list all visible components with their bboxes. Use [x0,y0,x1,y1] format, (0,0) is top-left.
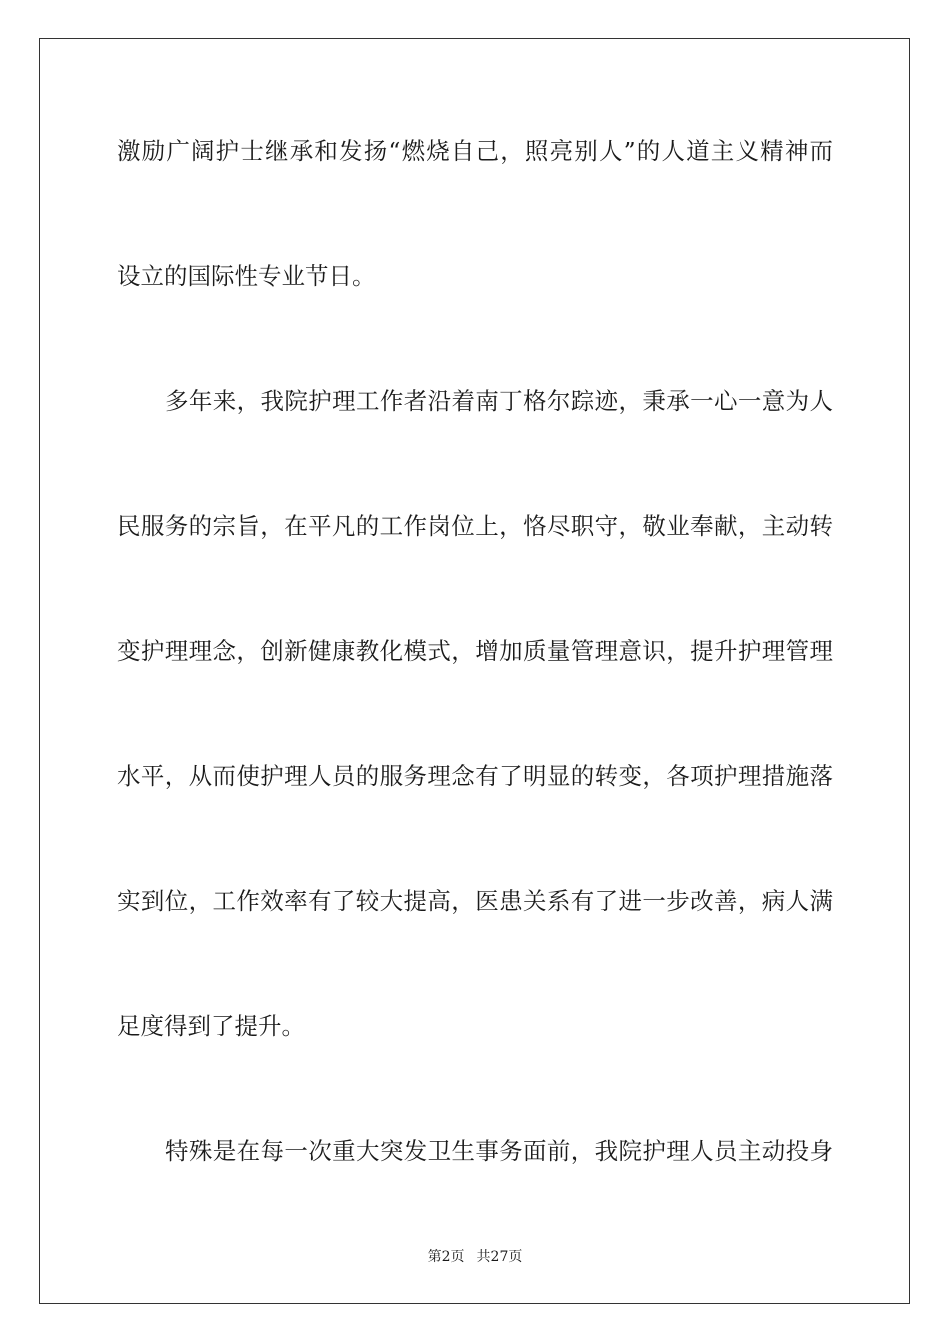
paragraph-line: 设立的国际性专业节日。 [117,262,376,290]
paragraph-line: 实到位，工作效率有了较大提高，医患关系有了进一步改善，病人满 [117,887,833,915]
page-number: 第2页 [427,1249,465,1265]
total-pages: 共27页 [476,1249,523,1265]
paragraph-line: 特殊是在每一次重大突发卫生事务面前，我院护理人员主动投身 [165,1137,833,1165]
paragraph-line: 足度得到了提升。 [117,1012,305,1040]
paragraph-line: 激励广阔护士继承和发扬“燃烧自己，照亮别人”的人道主义精神而 [117,137,833,165]
paragraph-line: 变护理理念，创新健康教化模式，增加质量管理意识，提升护理管理 [117,637,833,665]
page-border [39,38,910,1304]
paragraph-line: 水平，从而使护理人员的服务理念有了明显的转变，各项护理措施落 [117,762,833,790]
paragraph-line: 民服务的宗旨，在平凡的工作岗位上，恪尽职守，敬业奉献，主动转 [117,512,833,540]
page-footer [0,1248,950,1266]
paragraph-line: 多年来，我院护理工作者沿着南丁格尔踪迹，秉承一心一意为人 [165,387,833,415]
